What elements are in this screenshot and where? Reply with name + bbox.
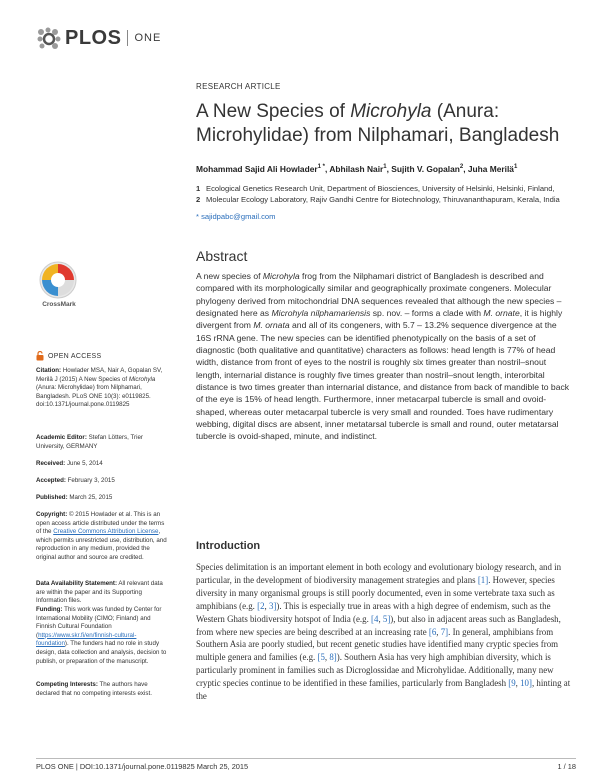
affiliation: 1 Ecological Genetics Research Unit, Department of Biosciences, University of Helsinki, Helsinki, Finland, <box>196 184 555 193</box>
footer-divider <box>36 758 576 759</box>
data-availability: Data Availability Statement: All relevant data are within the paper and its Supporting Information files. <box>36 580 163 605</box>
introduction-text: Species delimitation is an important element in both ecology and evolutionary biology research, and in particular, in the development of biodiversity management strategies and plans [1]. However, species diversity in many organismal groups is still poorly documented, even in some vertebrate taxa such as amphibians (e.g. [2, 3]). This is especially true in areas with a high degree of endemism, such as the Western Ghats biodiversity hotspot of India (e.g. [4, 5]), but also in adjacent areas such as Bangladesh, from where new species are being described at an increasing rate [6, 7]. In general, amphibians from Southern Asia are poorly studied, but recent genetic studies have identified many cryptic species from multiple genera and families (e.g. [5, 8]). Southern Asia has very high amphibian diversity, which is particularly prominent in families such as Dicroglossidae and Microhylidae. Additionally, many new cryptic species continue to be identified in these families, particularly from Bangladesh [9, 10], hinting at the <box>196 562 571 702</box>
academic-editor: Academic Editor: Stefan Lötters, Trier University, GERMANY <box>36 434 143 450</box>
funding-link[interactable]: https://www.skr.fi/en/finnish-cultural-foundation <box>36 631 137 648</box>
corresponding-email-link[interactable]: * sajidpabc@gmail.com <box>196 212 276 221</box>
reference-link[interactable]: [4 <box>371 613 379 624</box>
affiliation: 2 Molecular Ecology Laboratory, Rajiv Gandhi Centre for Biotechnology, Thiruvananthapuram, Kerala, India <box>196 195 560 204</box>
plos-logo-icon <box>36 26 62 50</box>
reference-link[interactable]: 3] <box>268 600 277 611</box>
reference-link[interactable]: [2 <box>257 600 265 611</box>
abstract-text: A new species of Microhyla frog from the Nilphamari district of Bangladesh is described and compared with its morphologically similar and geographically proximate congeners. Molecular phylogeny derived from mitochondrial DNA sequences revealed that although the new species – designated here as Microhyla nilphamariensis sp. nov. – forms a clade with M. ornate, it is highly divergent from M. ornata and all of its congeners, with 5.7 – 13.2% sequence divergence at the 16S rRNA gene. The new species can be identified phenotypically on the basis of a set of diagnostic (both qualitative and quantitative) characters as follows: head length is 77% of head width, distance from front of eyes to the nostril is roughly six times greater than nostril–snout length, internarial distance is roughly five times greater than nostril–snout length, interorbital distance is two times greater than internarial distance, and distance from back of mandible to back of the eye is 15% of head length. Furthermore, inner metacarpal tubercle is small and ovoid-shaped, whereas outer metacarpal tubercle is very small and rounded. Toes have rudimentary webbing, digital discs are absent, inner metatarsal tubercle is small and round, outer metatarsal tubercle is ovoid-shaped, minute, and indistinct. <box>196 271 570 442</box>
logo-one-text: ONE <box>134 32 162 44</box>
article-type: RESEARCH ARTICLE <box>196 82 281 91</box>
published-date: Published: March 25, 2015 <box>36 494 113 501</box>
article-title: A New Species of Microhyla (Anura: Microhylidae) from Nilphamari, Bangladesh <box>196 101 560 146</box>
author[interactable]: Abhilash Nair$^1$ <box>329 164 387 174</box>
reference-link[interactable]: 10] <box>520 678 532 689</box>
logo-divider <box>127 30 128 46</box>
abstract-heading: Abstract <box>196 248 248 264</box>
open-access-badge <box>36 351 101 361</box>
reference-link[interactable]: [1] <box>477 574 489 585</box>
accepted-date: Accepted: February 3, 2015 <box>36 477 115 484</box>
reference-link[interactable]: 8] <box>329 652 337 663</box>
copyright-block: Copyright: © 2015 Howlader et al. This is an open access article distributed under the terms of the Creative Commons Attribution License, which permits unrestricted use, distribution, and reproduction in any medium, provided the original author and source are credited. <box>36 511 167 561</box>
open-lock-icon <box>36 351 44 361</box>
page-number: 1 / 18 <box>557 762 576 771</box>
author[interactable]: Juha Merilä$^1$ <box>467 164 518 174</box>
introduction-heading: Introduction <box>196 540 261 552</box>
author[interactable]: Sujith V. Gopalan$^2$ <box>391 164 464 174</box>
reference-link[interactable]: [6 <box>428 626 437 637</box>
author[interactable]: Mohammad Sajid Ali Howlader$^{1 *}$ <box>196 164 325 174</box>
license-link[interactable]: Creative Commons Attribution License <box>53 528 159 536</box>
reference-link[interactable]: [5 <box>317 652 325 663</box>
open-access-label: OPEN ACCESS <box>48 352 102 360</box>
logo-plos-text: PLOS <box>65 26 122 49</box>
received-date: Received: June 5, 2014 <box>36 460 103 467</box>
footer-citation: PLOS ONE | DOI:10.1371/journal.pone.0119825 March 25, 2015 <box>36 762 249 771</box>
citation-block: Citation: Howlader MSA, Nair A, Gopalan SV, Merilä J (2015) A New Species of Microhyla (Anura: Microhylidae) from Nilphamari, Bangladesh. PLoS ONE 10(3): e0119825. doi:10.1371/journal.pone.0119825 <box>36 367 163 409</box>
author-list: Mohammad Sajid Ali Howlader$^{1 *}$, Abhilash Nair$^1$, Sujith V. Gopalan$^2$, Juha Merilä$^1$ <box>196 164 518 174</box>
reference-link[interactable]: [9 <box>508 678 516 689</box>
funding-block: Funding: This work was funded by Center for International Mobility (CIMO; Finland) and Finnish Cultural Foundation (https://www.skr.fi/en/finnish-cultural-foundation). The funders had no role in study design, data collection and analysis, decision to publish, or preparation of the manuscript. <box>36 606 167 665</box>
reference-link[interactable]: 5] <box>382 613 391 624</box>
crossmark-label: CrossMark <box>42 301 76 308</box>
plos-one-logo[interactable] <box>36 26 161 50</box>
competing-interests: Competing Interests: The authors have declared that no competing interests exist. <box>36 681 152 697</box>
reference-link[interactable]: 7] <box>440 626 449 637</box>
